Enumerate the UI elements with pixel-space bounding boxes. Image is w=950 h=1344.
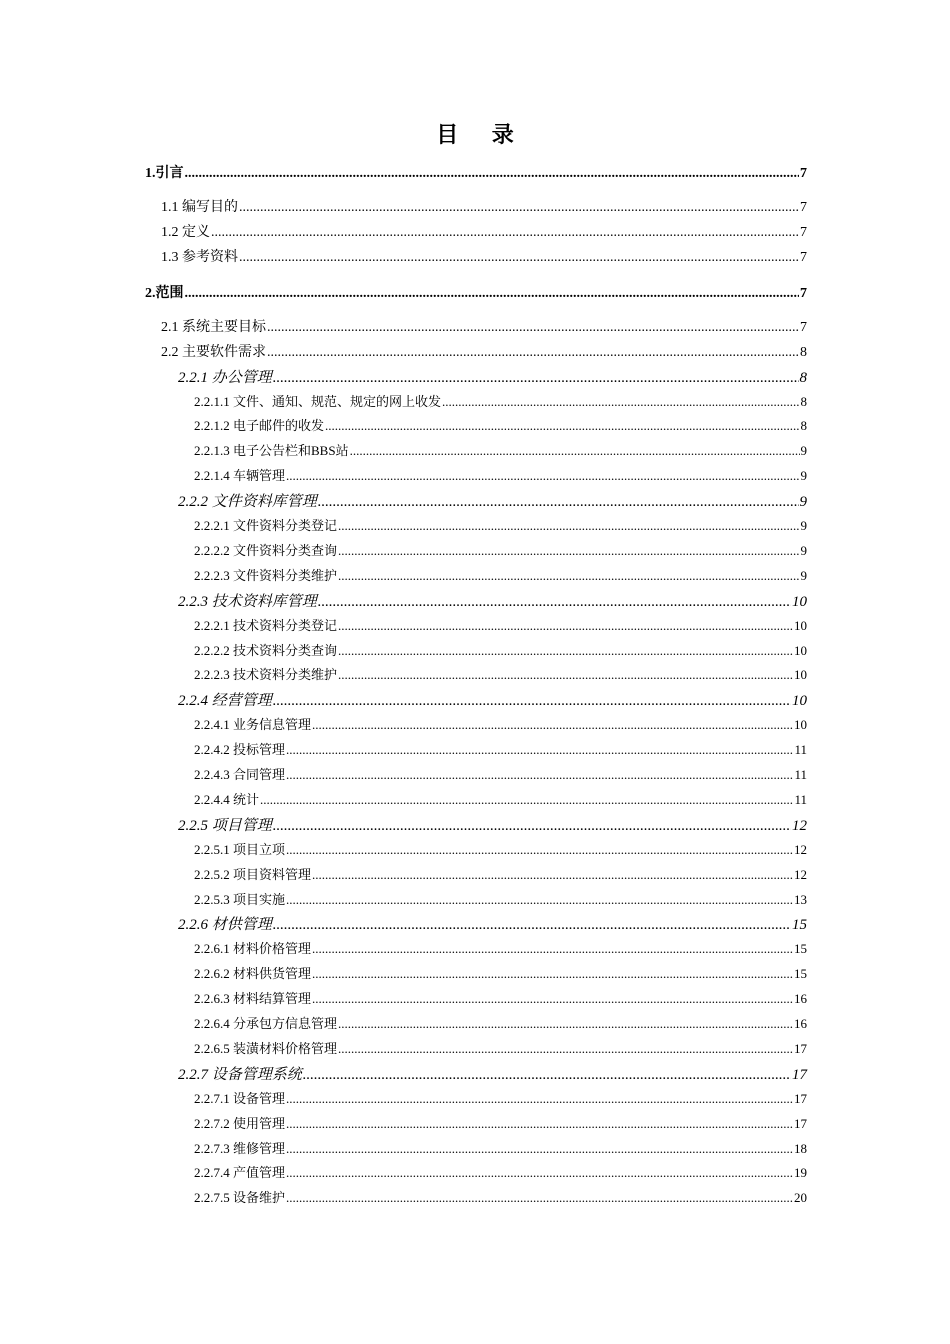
toc-dot-leader bbox=[442, 394, 799, 410]
toc-entry-label: 2.2.5.3 项目实施 bbox=[194, 891, 286, 907]
toc-entry-page: 11 bbox=[794, 767, 807, 782]
toc-dot-leader bbox=[286, 468, 799, 484]
toc-dot-leader bbox=[286, 1116, 793, 1132]
toc-entry-page: 7 bbox=[800, 200, 807, 215]
toc-entry[interactable] bbox=[161, 221, 807, 241]
toc-dot-leader bbox=[325, 418, 799, 434]
toc-entry[interactable] bbox=[194, 739, 807, 758]
toc-entry-label: 2.2.2.1 文件资料分类登记 bbox=[194, 518, 338, 533]
toc-entry[interactable] bbox=[178, 366, 807, 387]
toc-dot-leader bbox=[286, 1190, 793, 1206]
toc-entry[interactable] bbox=[194, 1187, 807, 1206]
toc-entry[interactable] bbox=[194, 440, 807, 459]
toc-entry-page: 7 bbox=[800, 249, 807, 265]
toc-dot-leader bbox=[286, 1141, 793, 1157]
toc-entry-page: 7 bbox=[800, 285, 807, 301]
toc-entry-page: 9 bbox=[799, 494, 807, 511]
toc-entry-page: 7 bbox=[800, 319, 807, 335]
toc-entry-label: 2.2.5 项目管理 bbox=[178, 817, 272, 834]
toc-entry-page: 10 bbox=[792, 593, 807, 610]
toc-entry[interactable] bbox=[194, 938, 807, 957]
toc-dot-leader bbox=[211, 225, 799, 241]
toc-entry-page: 8 bbox=[799, 369, 807, 386]
toc-entry-page: 7 bbox=[800, 166, 807, 181]
toc-entry[interactable] bbox=[194, 714, 807, 733]
toc-entry-label: 2.2.7.1 设备管理 bbox=[194, 1090, 286, 1106]
toc-dot-leader bbox=[338, 518, 799, 534]
toc-dot-leader bbox=[239, 200, 799, 216]
toc-entry-label: 2.2.6.5 装潢材料价格管理 bbox=[194, 1040, 338, 1056]
toc-entry-page: 10 bbox=[794, 717, 807, 733]
toc-entry-label: 2.2.7.3 维修管理 bbox=[194, 1140, 286, 1156]
toc-entry[interactable] bbox=[178, 590, 807, 611]
toc-entry-page: 17 bbox=[794, 1090, 807, 1106]
toc-entry[interactable] bbox=[178, 814, 807, 835]
toc-entry-label: 2.2.1.4 车辆管理 bbox=[194, 468, 286, 484]
page-title: 目 录 bbox=[436, 122, 528, 147]
toc-entry-label: 2.2.2.2 技术资料分类查询 bbox=[194, 642, 338, 658]
toc-dot-leader bbox=[338, 643, 793, 659]
toc-entry[interactable] bbox=[178, 1063, 807, 1084]
toc-entry-label: 2.2.3 技术资料库管理 bbox=[178, 593, 317, 610]
toc-entry[interactable] bbox=[161, 316, 807, 336]
toc-entry-page: 12 bbox=[794, 866, 807, 882]
toc-entry[interactable] bbox=[145, 282, 807, 302]
toc-entry-page: 15 bbox=[794, 966, 807, 982]
toc-entry-label: 2.2.4.4 统计 bbox=[194, 791, 260, 807]
toc-entry[interactable] bbox=[194, 465, 807, 484]
toc-entry[interactable] bbox=[178, 689, 807, 710]
toc-entry-page: 16 bbox=[794, 991, 807, 1007]
toc-entry[interactable] bbox=[161, 196, 807, 216]
toc-entry-page: 9 bbox=[800, 443, 807, 459]
toc-entry[interactable] bbox=[194, 664, 807, 683]
toc-entry-page: 10 bbox=[792, 693, 807, 710]
toc-entry-page: 15 bbox=[792, 917, 807, 934]
toc-entry[interactable] bbox=[194, 640, 807, 659]
toc-entry-label: 1.1 编写目的 bbox=[161, 200, 238, 215]
toc-entry-label: 2.2.6.1 材料价格管理 bbox=[194, 941, 312, 957]
toc-entry-label: 2.2.5.2 项目资料管理 bbox=[194, 866, 312, 882]
toc-entry-label: 2.2.7 设备管理系统 bbox=[178, 1066, 302, 1083]
toc-entry-label: 2.2.7.4 产值管理 bbox=[194, 1165, 286, 1181]
toc-entry[interactable] bbox=[194, 615, 807, 634]
toc-entry-label: 2.2.4.2 投标管理 bbox=[194, 742, 286, 758]
toc-entry-label: 2.2.2.1 技术资料分类登记 bbox=[194, 617, 338, 633]
toc-dot-leader bbox=[286, 767, 793, 783]
toc-entry[interactable] bbox=[194, 540, 807, 559]
toc-entry-page: 12 bbox=[794, 841, 807, 857]
toc-entry-page: 17 bbox=[792, 1066, 807, 1083]
toc-entry-page: 9 bbox=[800, 468, 807, 484]
toc-entry[interactable] bbox=[194, 415, 807, 434]
toc-entry[interactable] bbox=[194, 963, 807, 982]
toc-entry-page: 11 bbox=[794, 742, 807, 758]
toc-entry[interactable] bbox=[194, 1162, 807, 1181]
toc-entry-label: 2.2.1.1 文件、通知、规范、规定的网上收发 bbox=[194, 393, 442, 409]
toc-entry[interactable] bbox=[194, 789, 807, 808]
toc-entry-label: 2.2.2 文件资料库管理 bbox=[178, 494, 317, 511]
toc-dot-leader bbox=[312, 717, 793, 733]
toc-entry-label: 2.范围 bbox=[145, 285, 184, 301]
toc-entry[interactable] bbox=[194, 1088, 807, 1107]
toc-entry-label: 2.2.7.2 使用管理 bbox=[194, 1115, 286, 1131]
toc-entry-page: 8 bbox=[800, 418, 807, 434]
toc-entry-page: 9 bbox=[800, 567, 807, 583]
toc-entry-label: 1.2 定义 bbox=[161, 224, 210, 240]
toc-entry-page: 8 bbox=[800, 344, 807, 360]
toc-entry-page: 17 bbox=[794, 1115, 807, 1131]
toc-entry[interactable] bbox=[194, 565, 807, 584]
toc-entry-page: 8 bbox=[800, 393, 807, 409]
toc-dot-leader bbox=[286, 842, 793, 858]
toc-entry-page: 9 bbox=[800, 542, 807, 558]
toc-dot-leader bbox=[273, 693, 791, 710]
toc-dot-leader bbox=[312, 991, 793, 1007]
toc-entry-label: 2.2.1.2 电子邮件的收发 bbox=[194, 418, 325, 434]
toc-dot-leader bbox=[267, 345, 799, 361]
toc-dot-leader bbox=[338, 1041, 793, 1057]
toc-entry[interactable] bbox=[194, 1113, 807, 1132]
toc-entry-label: 2.2.1.3 电子公告栏和BBS站 bbox=[194, 443, 349, 459]
toc-entry[interactable] bbox=[194, 515, 807, 534]
toc-entry[interactable] bbox=[145, 162, 807, 182]
toc-entry-page: 17 bbox=[794, 1040, 807, 1056]
toc-entry-label: 2.1 系统主要目标 bbox=[161, 319, 266, 335]
toc-entry[interactable] bbox=[194, 889, 807, 908]
toc-entry-label: 2.2.6 材供管理 bbox=[178, 917, 272, 934]
toc-entry[interactable] bbox=[194, 1138, 807, 1157]
toc-entry-page: 9 bbox=[800, 518, 807, 533]
toc-dot-leader bbox=[338, 1016, 793, 1032]
toc-entry[interactable] bbox=[161, 246, 807, 266]
toc-dot-leader bbox=[273, 917, 791, 934]
toc-entry-label: 2.2.4.1 业务信息管理 bbox=[194, 717, 312, 733]
toc-entry-page: 16 bbox=[794, 1016, 807, 1031]
toc-entry-page: 20 bbox=[794, 1190, 807, 1206]
toc-dot-leader bbox=[286, 892, 793, 908]
toc-entry-page: 10 bbox=[794, 617, 807, 633]
toc-dot-leader bbox=[338, 667, 793, 683]
toc-entry-label: 1.3 参考资料 bbox=[161, 249, 238, 265]
toc-dot-leader bbox=[338, 543, 799, 559]
toc-dot-leader bbox=[185, 286, 800, 302]
toc-entry-label: 2.2.2.3 技术资料分类维护 bbox=[194, 667, 338, 683]
toc-dot-leader bbox=[286, 1091, 793, 1107]
toc-dot-leader bbox=[303, 1067, 791, 1084]
toc-entry-page: 19 bbox=[794, 1165, 807, 1181]
toc-dot-leader bbox=[260, 792, 793, 808]
toc-dot-leader bbox=[338, 568, 799, 584]
toc-entry-label: 2.2.6.4 分承包方信息管理 bbox=[194, 1016, 338, 1031]
toc-entry-page: 15 bbox=[794, 941, 807, 957]
toc-entry-page: 12 bbox=[792, 817, 807, 834]
toc-entry-page: 7 bbox=[800, 224, 807, 240]
toc-dot-leader bbox=[185, 166, 800, 182]
toc-dot-leader bbox=[273, 370, 799, 387]
toc-entry-label: 2.2.2.2 文件资料分类查询 bbox=[194, 542, 338, 558]
toc-entry[interactable] bbox=[194, 1038, 807, 1057]
toc-dot-leader bbox=[312, 941, 793, 957]
toc-dot-leader bbox=[312, 867, 793, 883]
toc-entry[interactable] bbox=[194, 988, 807, 1007]
toc-dot-leader bbox=[239, 250, 799, 266]
toc-entry-page: 10 bbox=[794, 667, 807, 683]
toc-entry[interactable] bbox=[178, 490, 807, 511]
toc-entry-page: 13 bbox=[794, 891, 807, 907]
toc-entry-label: 2.2.6.3 材料结算管理 bbox=[194, 991, 312, 1007]
toc-entry-page: 10 bbox=[794, 642, 807, 658]
toc-entry-label: 2.2.4 经营管理 bbox=[178, 693, 272, 710]
toc-dot-leader bbox=[318, 494, 799, 511]
toc-entry-label: 2.2.7.5 设备维护 bbox=[194, 1190, 286, 1206]
toc-dot-leader bbox=[350, 443, 800, 459]
toc-entry-label: 2.2.1 办公管理 bbox=[178, 369, 272, 386]
toc-entry[interactable] bbox=[194, 764, 807, 783]
toc-dot-leader bbox=[286, 742, 793, 758]
toc-entry-label: 2.2.4.3 合同管理 bbox=[194, 767, 286, 782]
toc-dot-leader bbox=[286, 1165, 793, 1181]
toc-dot-leader bbox=[273, 818, 791, 835]
toc-entry-label: 2.2.6.2 材料供货管理 bbox=[194, 966, 312, 982]
toc-dot-leader bbox=[267, 320, 799, 336]
toc-entry-label: 2.2.5.1 项目立项 bbox=[194, 841, 286, 857]
toc-dot-leader bbox=[312, 966, 793, 982]
toc-entry[interactable] bbox=[178, 913, 807, 934]
toc-entry-label: 2.2 主要软件需求 bbox=[161, 344, 266, 360]
toc-dot-leader bbox=[338, 618, 793, 634]
toc-entry[interactable] bbox=[194, 391, 807, 410]
toc-entry[interactable] bbox=[194, 1013, 807, 1032]
toc-entry[interactable] bbox=[194, 864, 807, 883]
toc-entry[interactable] bbox=[161, 341, 807, 361]
toc-entry-label: 1.引言 bbox=[145, 166, 184, 181]
toc-entry-page: 11 bbox=[794, 791, 807, 807]
toc-dot-leader bbox=[318, 594, 791, 611]
toc-entry[interactable] bbox=[194, 839, 807, 858]
toc-entry-page: 18 bbox=[794, 1140, 807, 1156]
toc-entry-label: 2.2.2.3 文件资料分类维护 bbox=[194, 567, 338, 583]
